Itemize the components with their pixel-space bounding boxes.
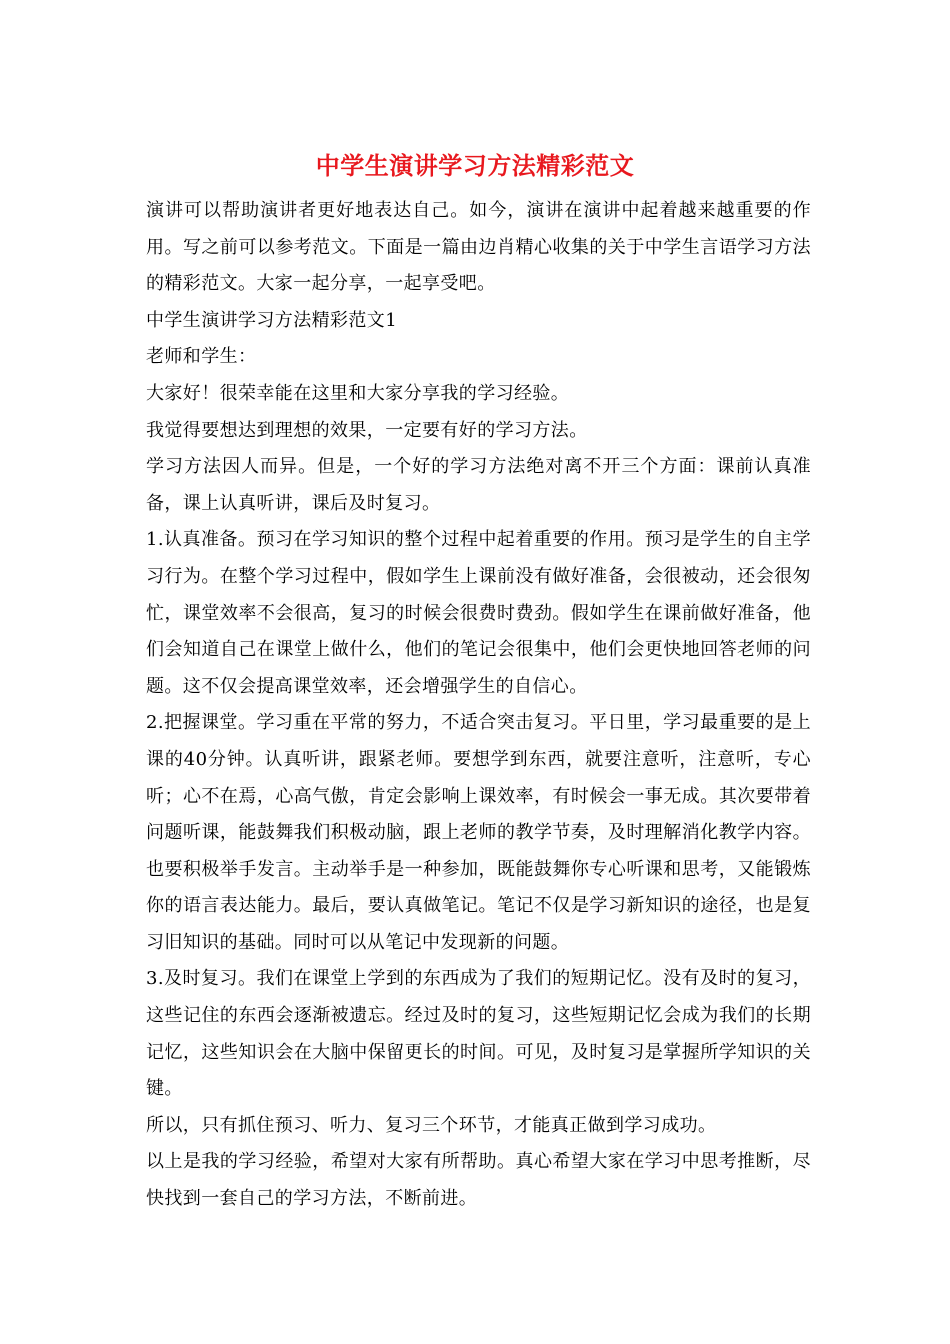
paragraph-intro: 演讲可以帮助演讲者更好地表达自己。如今，演讲在演讲中起着越来越重要的作用。写之前可以参考范文。下面是一篇由边肖精心收集的关于中学生言语学习方法的精彩范文。大家一起分享，一起享受吧。 xyxy=(146,200,811,295)
paragraph-three-aspects: 学习方法因人而异。但是，一个好的学习方法绝对离不开三个方面：课前认真准备，课上认真听讲，课后及时复习。 xyxy=(146,456,811,514)
paragraph-subtitle: 中学生演讲学习方法精彩范文1 xyxy=(146,309,398,331)
paragraph-salutation: 老师和学生： xyxy=(146,346,257,368)
document-title: 中学生演讲学习方法精彩范文 xyxy=(315,151,635,180)
paragraph-closing: 以上是我的学习经验，希望对大家有所帮助。真心希望大家在学习中思考推断，尽快找到一套自己的学习方法，不断前进。 xyxy=(146,1151,811,1210)
paragraph-point-2: 2.把握课堂。学习重在平常的努力，不适合突击复习。平日里，学习最重要的是上课的40分钟。认真听讲，跟紧老师。要想学到东西，就要注意听，注意听，专心听；心不在焉，心高气傲，肯定会影响上课效率，有时候会一事无成。其次要带着问题听课，能鼓舞我们积极动脑，跟上老师的教学节奏，及时理解消化教学内容。也要积极举手发言。主动举手是一种参加，既能鼓舞你专心听课和思考，又能锻炼你的语言表达能力。最后，要认真做笔记。笔记不仅是学习新知识的途径，也是复习旧知识的基础。同时可以从笔记中发现新的问题。 xyxy=(146,712,811,953)
paragraph-greeting: 大家好！很荣幸能在这里和大家分享我的学习经验。 xyxy=(146,382,570,404)
paragraph-method-importance: 我觉得要想达到理想的效果，一定要有好的学习方法。 xyxy=(146,419,588,441)
paragraph-point-1: 1.认真准备。预习在学习知识的整个过程中起着重要的作用。预习是学生的自主学习行为。在整个学习过程中，假如学生上课前没有做好准备，会很被动，还会很匆忙，课堂效率不会很高，复习的时候会很费时费劲。假如学生在课前做好准备，他们会知道自己在课堂上做什么，他们的笔记会很集中，他们会更快地回答老师的问题。这不仅会提高课堂效率，还会增强学生的自信心。 xyxy=(146,529,811,697)
paragraph-point-3: 3.及时复习。我们在课堂上学到的东西成为了我们的短期记忆。没有及时的复习，这些记住的东西会逐渐被遗忘。经过及时的复习，这些短期记忆会成为我们的长期记忆，这些知识会在大脑中保留更长的时间。可见，及时复习是掌握所学知识的关键。 xyxy=(146,968,811,1100)
document-body xyxy=(146,193,811,1218)
paragraph-conclusion: 所以，只有抓住预习、听力、复习三个环节，才能真正做到学习成功。 xyxy=(146,1114,717,1136)
